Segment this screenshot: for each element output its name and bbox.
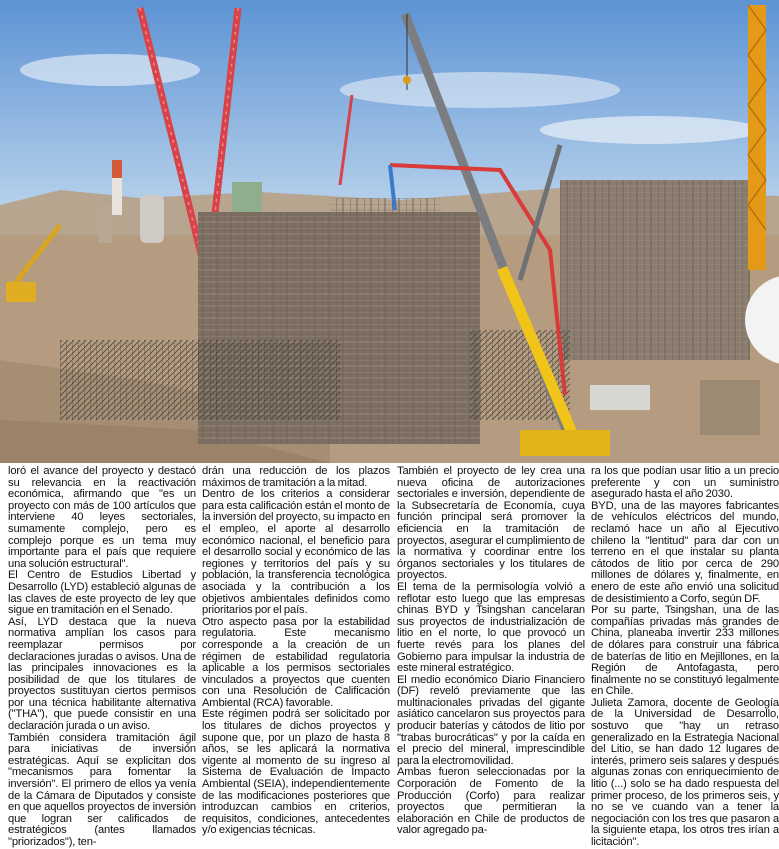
paragraph: loró el avance del proyecto y destacó su relevancia en la reactivación económica, afirmando que "es un proyecto con más de 100 artículos que interviene 40 leyes sectoriales, sumamente complejo, pero es complejo porque es un tema muy importante para el país que requiere una solución estructural". xyxy=(8,465,196,570)
paragraph: drán una reducción de los plazos máximos de tramitación a la mitad. xyxy=(202,465,390,489)
article-column-4 xyxy=(591,465,779,848)
paragraph: Así, LYD destaca que la nueva normativa amplían los casos para reemplazar permisos por declaraciones juradas o avisos. Una de las principales innovaciones es la posibilidad de que los titulares de proyectos sustituyan ciertos permisos por una técnica habilitante alternativa ("THA"), que puede consistir en una declaración jurada o un aviso. xyxy=(8,615,196,733)
paragraph: BYD, una de las mayores fabricantes de vehículos eléctricos del mundo, reclamó hace un año al Ejecutivo chileno la "lentitud" para dar con un terreno en el que instalar su planta cátodos de litio por cerca de 290 millones de dólares y, finalmente, en enero de este año envió una solicitud de desistimiento a Corfo, según DF. xyxy=(591,499,779,605)
article-column-1 xyxy=(8,465,196,848)
paragraph: También el proyecto de ley crea una nueva oficina de autorizaciones sectoriales e inversión, dependiente de la Subsecretaría de Economía, cuya función principal será promover la eficiencia en la tramitación de proyectos, asegurar el cumplimiento de la normativa y coordinar entre los órganos sectoriales y los titulares de proyectos. xyxy=(397,465,585,582)
paragraph: Este régimen podrá ser solicitado por los titulares de dichos proyectos y supone que, por un plazo de hasta 8 años, se les aplicará la normativa vigente al momento de su ingreso al Sistema de Evaluación de Impacto Ambiental (SEIA), independientemente de las modificaciones posteriores que introduzcan cambios en criterios, requisitos, condiciones, antecedentes y/o exigencias técnicas. xyxy=(202,708,390,837)
paragraph: Por su parte, Tsingshan, una de las compañías privadas más grandes de China, planeaba invertir 233 millones de dólares para construir una fábrica de baterías de litio en Mejillones, en la Región de Antofagasta, pero finalmente no se constituyó legalmente en Chile. xyxy=(591,604,779,698)
paragraph: Ambas fueron seleccionadas por la Corporación de Fomento de la Producción (Corfo) para realizar proyectos que permitieran la elaboración en Chile de productos de valor agregado pa- xyxy=(397,766,585,837)
paragraph: Otro aspecto pasa por la estabilidad regulatoria. Este mecanismo corresponde a la creación de un régimen de estabilidad regulatoria aplicable a los permisos sectoriales vinculados a proyectos que cuenten con una Resolución de Calificación Ambiental (RCA) favorable. xyxy=(202,615,390,709)
article-body xyxy=(0,465,779,848)
paragraph: El tema de la permisología volvió a reflotar esto luego que las empresas chinas BYD y Tsingshan cancelaran sus proyectos de industrialización de litio en el norte, lo que provocó un fuerte revés para los planes del Gobierno para impulsar la industria de este mineral estratégico. xyxy=(397,580,585,675)
paragraph: Dentro de los criterios a considerar para esta calificación están el monto de la inversión del proyecto, su impacto en el empleo, el aporte al desarrollo económico nacional, el beneficio para el desarrollo social y económico de las regiones y territorios del país y su población, la transferencia tecnológica asociada y la contribución a los objetivos ambientales definidos como prioritarios por el país. xyxy=(202,488,390,617)
paragraph: También considera tramitación ágil para iniciativas de inversión estratégicas. Aquí se explicitan dos "mecanismos para fomentar la inversión". El primero de ellos ya venía de la Cámara de Diputados y consiste en que aquellos proyectos de inversión que logran ser calificados de estratégicos (antes llamados "priorizados"), ten- xyxy=(8,731,196,848)
paragraph: Julieta Zamora, docente de Geología de la Universidad de Desarrollo, sostuvo que "hay un retraso generalizado en la Estrategia Nacional del Litio, se han dado 12 lugares de interés, primero seis salares y después algunas zonas con enriquecimiento de litio (...) solo se ha dado respuesta del primer proceso, de los primeros seis, y no se ve cuando van a tener la negociación con los tres que pasaron a la siguiente etapa, los otros tres irían a licitación". xyxy=(591,696,779,848)
paragraph: El medio económico Diario Financiero (DF) reveló previamente que las multinacionales privadas del gigante asiático cancelaron sus proyectos para producir baterías y cátodos de litio por "trabas burocráticas" y por la caída en el precio del mineral, imprescindible para la electromovilidad. xyxy=(397,673,585,767)
paragraph: El Centro de Estudios Libertad y Desarrollo (LYD) estableció algunas de las claves de este proyecto de ley que sigue en tramitación en el Senado. xyxy=(8,569,196,617)
article-column-3 xyxy=(397,466,585,839)
article-column-2 xyxy=(202,466,390,839)
paragraph: ra los que podían usar litio a un precio preferente y con un suministro asegurado hasta el año 2030. xyxy=(591,465,779,501)
